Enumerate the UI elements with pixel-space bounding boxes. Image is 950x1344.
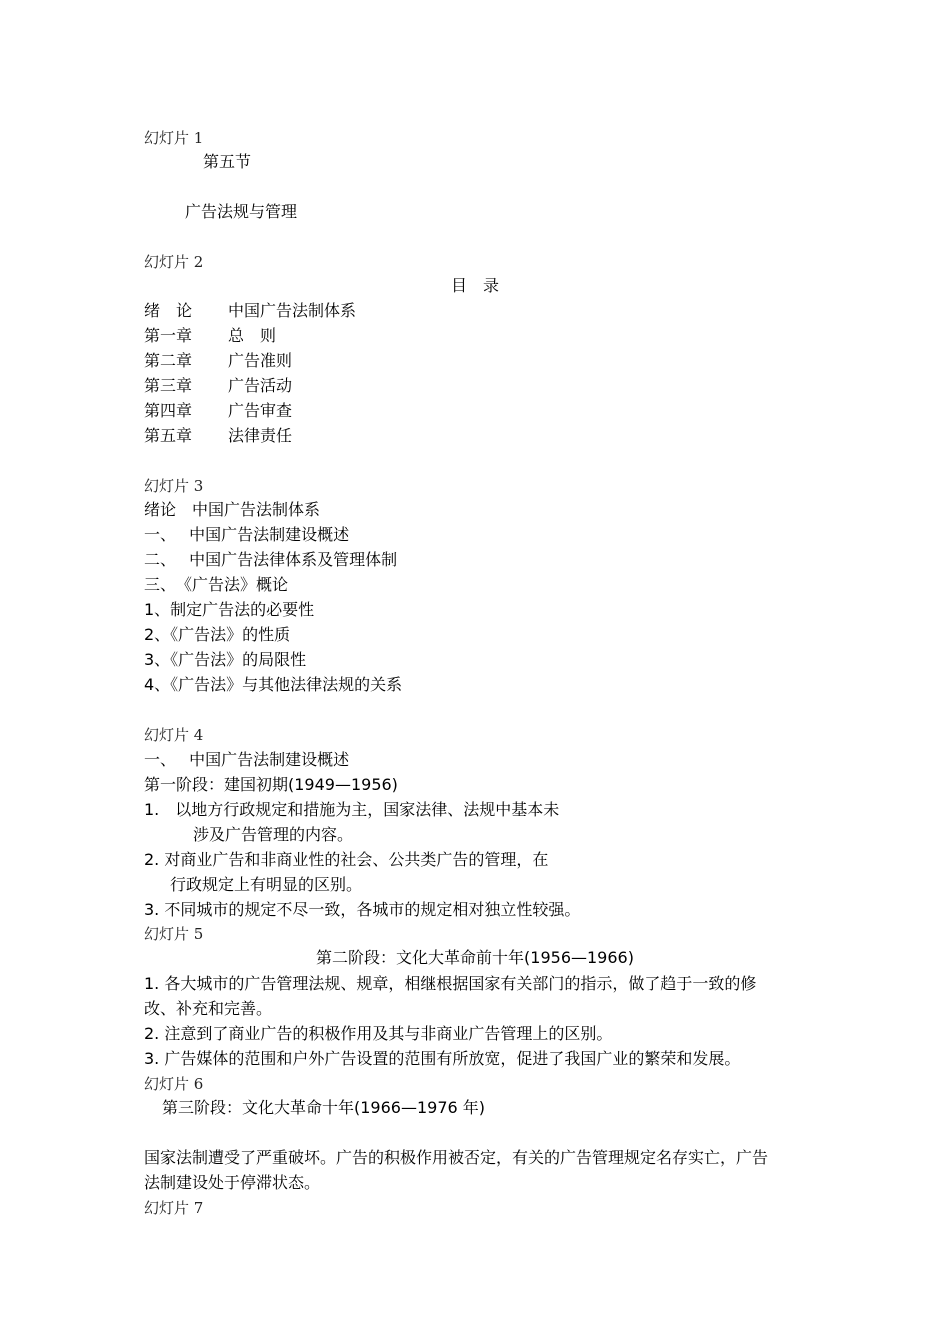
outline-item: 三、 《广告法》概论 [144,575,289,594]
section-title: 广告法规与管理 [185,202,298,221]
paragraph-line: 法制建设处于停滞状态。 [144,1173,321,1192]
point-line-continued: 行政规定上有明显的区别。 [170,875,363,894]
slide-1-label: 幻灯片 1 [144,129,204,147]
toc-title: 法律责任 [228,426,293,445]
toc-chapter: 绪 论 [144,301,193,320]
slide-4-label: 幻灯片 4 [144,726,204,744]
point-line: 2. 注意到了商业广告的积极作用及其与非商业广告管理上的区别。 [144,1024,613,1043]
slide-5-label: 幻灯片 5 [144,925,204,943]
slide-3-label: 幻灯片 3 [144,477,204,495]
slide-2-label: 幻灯片 2 [144,253,204,271]
point-line: 1. 以地方行政规定和措施为主，国家法律、法规中基本未 [144,800,560,819]
outline-item: 3、《广告法》的局限性 [144,650,307,669]
toc-chapter: 第五章 [144,426,193,445]
toc-chapter: 第三章 [144,376,193,395]
toc-heading: 目 录 [450,276,499,295]
outline-item: 4、《广告法》与其他法律法规的关系 [144,675,403,694]
slide-heading: 一、 中国广告法制建设概述 [144,750,350,769]
toc-chapter: 第四章 [144,401,193,420]
point-line: 3. 广告媒体的范围和户外广告设置的范围有所放宽，促进了我国广业的繁荣和发展。 [144,1049,741,1068]
toc-title: 广告审查 [228,401,293,420]
stage-title: 第三阶段：文化大革命十年(1966—1976 年) [162,1098,486,1117]
point-line: 1. 各大城市的广告管理法规、规章，相继根据国家有关部门的指示，做了趋于一致的修 [144,974,757,993]
stage-title: 第二阶段：文化大革命前十年(1956—1966) [316,948,634,967]
toc-title: 广告准则 [228,351,293,370]
outline-item: 1、制定广告法的必要性 [144,600,315,619]
toc-title: 总 则 [228,326,277,345]
slide-heading: 绪论 中国广告法制体系 [144,500,321,519]
slide-7-label: 幻灯片 7 [144,1199,204,1217]
toc-title: 广告活动 [228,376,293,395]
toc-chapter: 第一章 [144,326,193,345]
point-line-continued: 涉及广告管理的内容。 [193,825,354,844]
outline-item: 2、《广告法》的性质 [144,625,291,644]
slide-6-label: 幻灯片 6 [144,1075,204,1093]
outline-item: 一、 中国广告法制建设概述 [144,525,350,544]
section-number: 第五节 [203,152,252,171]
outline-item: 二、 中国广告法律体系及管理体制 [144,550,398,569]
toc-title: 中国广告法制体系 [228,301,357,320]
point-line: 3. 不同城市的规定不尽一致，各城市的规定相对独立性较强。 [144,900,581,919]
toc-chapter: 第二章 [144,351,193,370]
point-line-continued: 改、补充和完善。 [144,999,273,1018]
paragraph-line: 国家法制遭受了严重破坏。广告的积极作用被否定，有关的广告管理规定名存实亡，广告 [144,1148,769,1167]
point-line: 2. 对商业广告和非商业性的社会、公共类广告的管理，在 [144,850,549,869]
stage-title: 第一阶段：建国初期(1949—1956) [144,775,398,794]
